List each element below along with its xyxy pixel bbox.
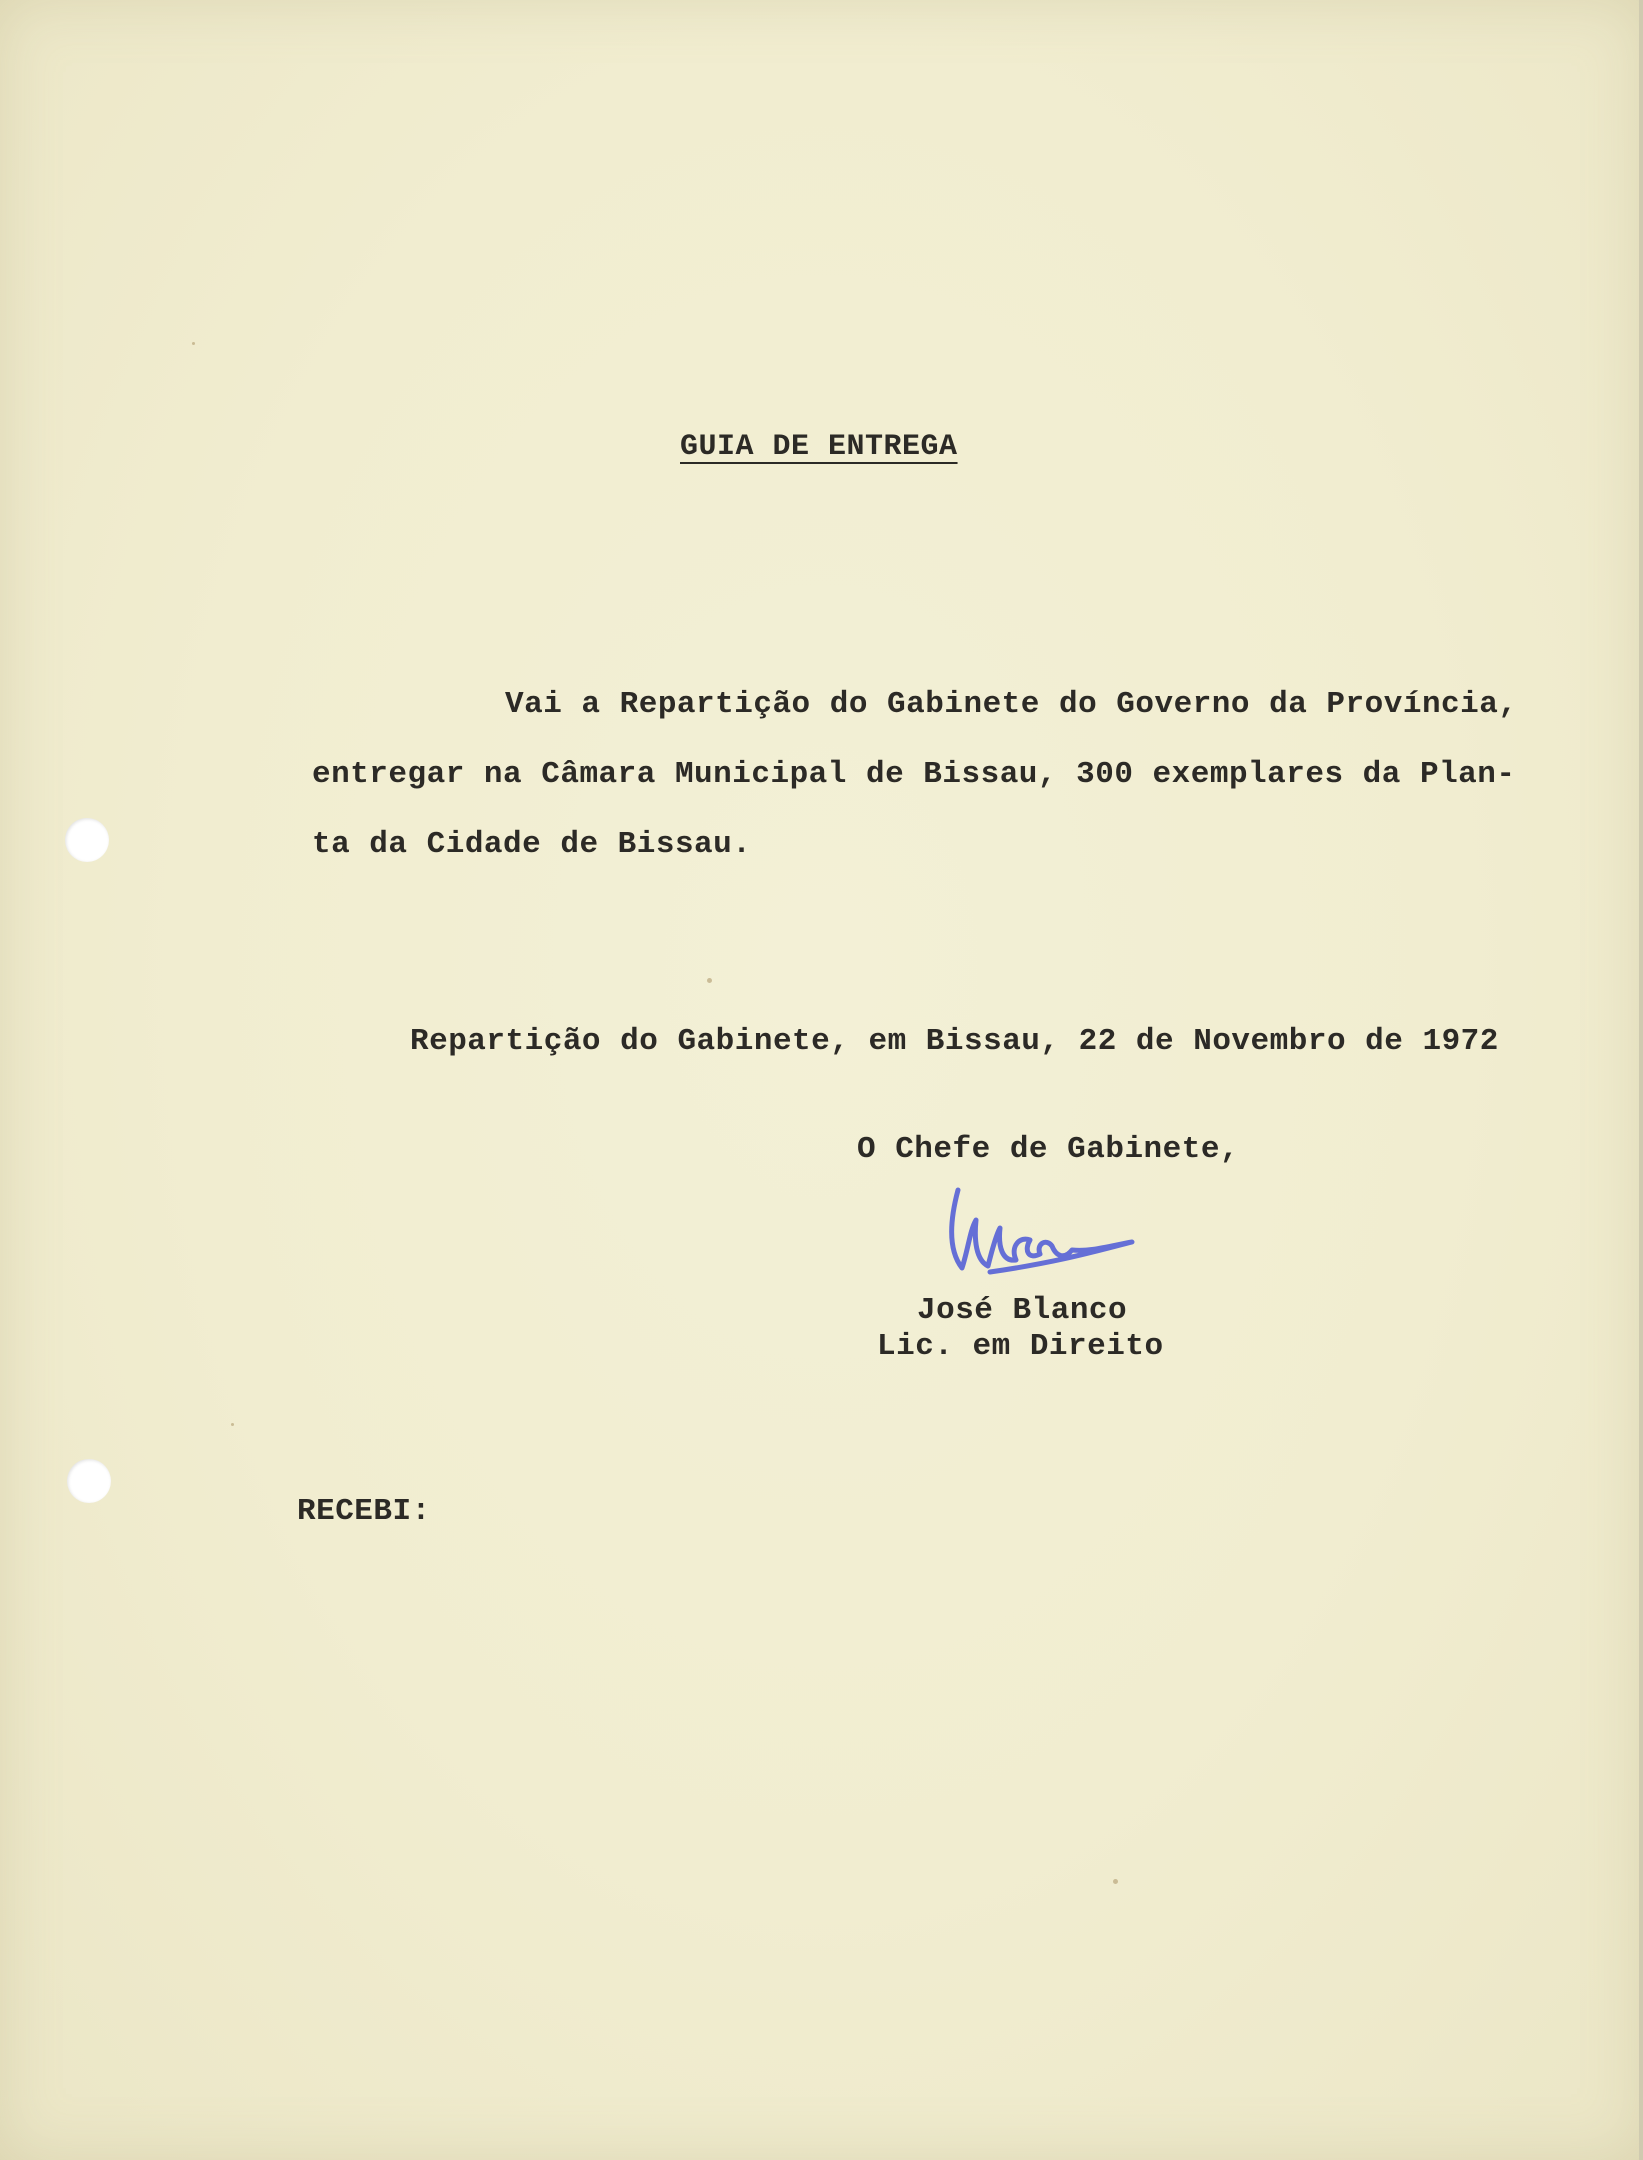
paragraph-line-2: entregar na Câmara Municipal de Bissau, 300 exemplares da Plan- bbox=[312, 757, 1516, 792]
paragraph-line-3: ta da Cidade de Bissau. bbox=[312, 827, 752, 862]
page-edge bbox=[1639, 0, 1643, 2160]
document-title: GUIA DE ENTREGA bbox=[680, 430, 958, 464]
paragraph-line-1: Vai a Repartição do Gabinete do Governo da Província, bbox=[505, 687, 1518, 722]
closing-line: O Chefe de Gabinete, bbox=[857, 1132, 1240, 1167]
punch-hole-bottom bbox=[67, 1459, 111, 1503]
handwritten-signature bbox=[940, 1180, 1140, 1310]
place-date-line: Repartição do Gabinete, em Bissau, 22 de Novembro de 1972 bbox=[410, 1024, 1499, 1059]
signatory-degree: Lic. em Direito bbox=[877, 1329, 1164, 1364]
punch-hole-top bbox=[65, 818, 109, 862]
signatory-name: José Blanco bbox=[917, 1293, 1128, 1328]
receipt-label: RECEBI: bbox=[297, 1494, 431, 1529]
